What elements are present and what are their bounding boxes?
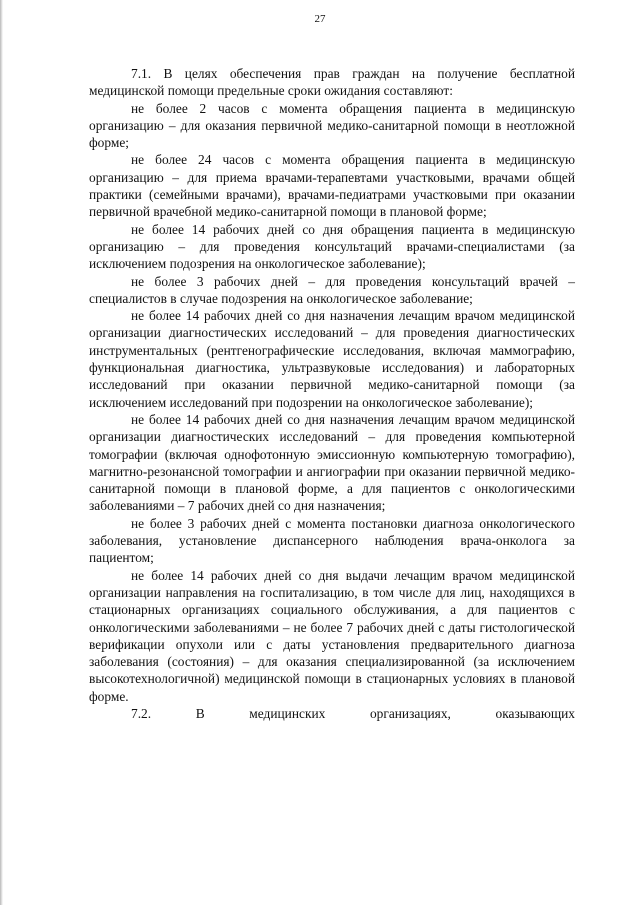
paragraph-specialist-consultation: не более 14 рабочих дней со дня обращения пациента в медицинскую организацию – для проведения консультаций врачами-специалистами (за исключением подозрения на онкологическое заболевание); <box>89 221 575 272</box>
page-number: 27 <box>314 13 326 25</box>
paragraph-therapist-visit: не более 24 часов с момента обращения пациента в медицинскую организацию – для приема врачами-терапевтами участковыми, врачами общей практики (семейными врачами), врачами-педиатрами участковыми при оказании первичной врачебной медико-санитарной помощи в плановой форме; <box>89 152 575 220</box>
paragraph-oncology-consultation: не более 3 рабочих дней – для проведения консультаций врачей – специалистов в случае подозрения на онкологическое заболевание; <box>89 273 575 306</box>
paragraph-hospitalization: не более 14 рабочих дней со дня выдачи лечащим врачом медицинской организации направления на госпитализацию, в том числе для лиц, находящихся в стационарных организациях социального обслуживания, а для пациентов с онкологическими заболеваниями – не более 7 рабочих дней с даты гистологической верификации опухоли или с даты установления предварительного диагноза заболевания (состояния) – для оказания специализированной (за исключением высокотехнологичной) медицинской помощи в стационарных условиях в плановой форме. <box>89 567 575 704</box>
scan-edge <box>0 0 3 905</box>
paragraph-7-2: 7.2. В медицинских организациях, оказывающих <box>131 705 575 721</box>
paragraph-ct-mri: не более 14 рабочих дней со дня назначения лечащим врачом медицинской организации диагностических исследований – для проведения компьютерной томографии (включая однофотонную эмиссионную компьютерную томографию), магнитно-резонансной томографии и ангиографии при оказании первичной медико-санитарной помощи в плановой форме, а для пациентов с онкологическими заболеваниями – 7 рабочих дней со дня назначения; <box>89 411 575 514</box>
paragraph-oncology-observation: не более 3 рабочих дней с момента постановки диагноза онкологического заболевания, установление диспансерного наблюдения врача-онколога за пациентом; <box>89 515 575 566</box>
paragraph-7-1: 7.1. В целях обеспечения прав граждан на получение бесплатной медицинской помощи предельные сроки ожидания составляют: <box>89 66 575 99</box>
document-body <box>89 65 575 722</box>
paragraph-diagnostic-tests: не более 14 рабочих дней со дня назначения лечащим врачом медицинской организации диагностических исследований – для проведения диагностических инструментальных (рентгенографические исследования, включая маммографию, функциональная диагностика, ультразвуковые исследования) и лабораторных исследований при оказании первичной медико-санитарной помощи (за исключением исследований при подозрении на онкологическое заболевание); <box>89 308 575 410</box>
paragraph-urgent-care: не более 2 часов с момента обращения пациента в медицинскую организацию – для оказания первичной медико-санитарной помощи в неотложной форме; <box>89 100 575 151</box>
